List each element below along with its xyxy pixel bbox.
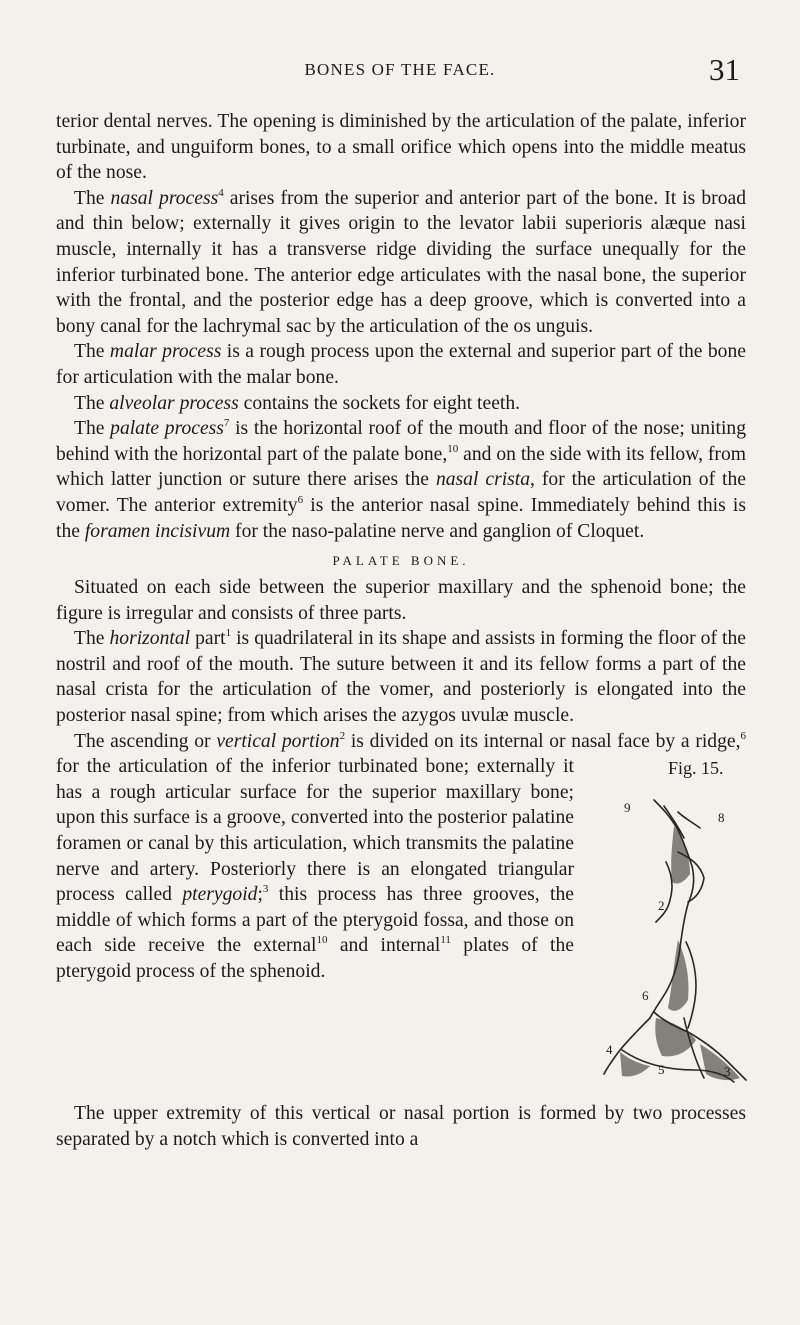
paragraph-upper-extremity: The upper extremity of this vertical or nasal portion is formed by two processes separated by a notch which is converted into a — [56, 1103, 746, 1150]
term-horizontal: horizontal — [109, 628, 191, 650]
paragraph-palate-process — [56, 416, 746, 544]
text-run: is a rough process upon the external and superior part of the bone for articulation with the malar bone. — [56, 341, 746, 388]
term-alveolar-process: alveolar process — [109, 392, 239, 414]
text-run: The ascending or — [74, 730, 217, 752]
ref-marker: 2 — [339, 729, 346, 742]
page-number: 31 — [709, 52, 740, 87]
term-malar-process: malar process — [109, 341, 222, 363]
figure-label-3: 3 — [724, 1064, 731, 1080]
text-run: for the naso-palatine nerve and ganglion of Cloquet. — [230, 520, 645, 542]
text-run: plates of the pterygoid process of the sphenoid. — [56, 935, 574, 982]
ref-marker: 10 — [447, 442, 459, 455]
text-run: contains the sockets for eight teeth. — [238, 392, 521, 414]
running-title: BONES OF THE FACE. — [304, 60, 496, 79]
text-run: arises from the superior and anterior part of the bone. It is broad and thin below; externally it gives origin to the levator labii superioris alæque nasi muscle, internally it has a transverse ridge dividing the surface unequally for the inferior turbinated bone. The anterior edge articulates with the nasal bone, the superior with the frontal, and the posterior edge has a deep groove, which is converted into a bony canal for the lachrymal sac by the articulation of the os unguis. — [56, 187, 746, 337]
paragraph-horizontal-part — [56, 626, 746, 728]
text-run: this process has three grooves, the middle of which forms a part of the pterygoid fossa, and those on each side receive the external — [56, 884, 574, 957]
text-run: is the anterior nasal spine. Immediately behind this is the — [56, 494, 746, 542]
term-nasal-process: nasal process — [110, 187, 219, 209]
ref-marker: 1 — [225, 627, 232, 640]
text-run: part — [190, 628, 226, 650]
term-nasal-crista: nasal crista — [435, 469, 531, 491]
text-run: ; — [257, 884, 263, 906]
text-run: The — [74, 628, 110, 650]
ref-marker: 10 — [316, 934, 328, 947]
figure-label-9: 9 — [624, 800, 631, 816]
text-run: The — [74, 187, 111, 209]
ref-marker: 6 — [740, 729, 746, 742]
figure-caption: Fig. 15. — [668, 758, 724, 779]
text-run: is the horizontal roof of the mouth and floor of the nose; uniting behind with the horizontal part of the palate bone, — [56, 418, 746, 465]
figure-label-6: 6 — [642, 988, 649, 1004]
paragraph-nasal-process — [56, 186, 746, 340]
section-heading: PALATE BONE. — [332, 553, 470, 569]
text-run: The — [74, 418, 111, 440]
term-foramen-incisivum: foramen incisivum — [84, 520, 231, 542]
text-run: and on the side with its fellow, from which latter junction or suture there arises the — [56, 443, 746, 491]
ref-marker: 6 — [297, 493, 304, 506]
paragraph-vertical-portion — [56, 729, 746, 1080]
text-run: , for the articulation of the vomer. The anterior extremity — [56, 469, 746, 516]
ref-marker: 4 — [218, 186, 224, 199]
figure-label-8: 8 — [718, 810, 725, 826]
paragraph-continued: terior dental nerves. The opening is diminished by the articulation of the palate, inferior turbinate, and unguiform bones, to a small orifice which opens into the middle meatus of the nose. — [56, 111, 746, 184]
paragraph-palate-intro: Situated on each side between the superior maxillary and the sphenoid bone; the figure is irregular and consists of three parts. — [56, 577, 746, 624]
figure-15 — [592, 756, 752, 1101]
term-palate-process: palate process — [110, 418, 224, 440]
figure-label-2: 2 — [658, 898, 665, 914]
ref-marker: 11 — [440, 934, 451, 947]
running-head — [0, 52, 800, 92]
text-run: and internal — [327, 935, 441, 957]
ref-marker: 3 — [262, 883, 269, 896]
text-run: The — [74, 392, 110, 414]
paragraph-malar-process — [56, 339, 746, 390]
term-pterygoid: pterygoid — [182, 884, 258, 906]
figure-label-4: 4 — [606, 1042, 613, 1058]
text-run: for the articulation of the inferior turbinated bone; externally it has a rough articular surface for the superior maxillary bone; upon this surface is a groove, converted into the posterior palatine foramen or canal by this articulation, which transmits the palatine nerve and artery. Posteriorly there is an elongated triangular process called — [56, 756, 574, 906]
body-text — [56, 109, 746, 1152]
text-run: The — [74, 341, 110, 363]
term-vertical-portion: vertical portion — [216, 730, 340, 752]
text-run: is quadrilateral in its shape and assists in forming the floor of the nostril and roof of the mouth. The suture between it and its fellow forms a part of the nasal crista for the articulation of the vomer, and posteriorly is elongated into the posterior nasal spine; from which arises the azygos uvulæ muscle. — [56, 628, 746, 727]
palate-bone-illustration — [592, 782, 752, 1102]
paragraph-alveolar-process — [56, 391, 746, 417]
text-run: is divided on its internal or nasal face by a ridge, — [345, 730, 741, 752]
ref-marker: 7 — [223, 417, 230, 430]
figure-label-5: 5 — [658, 1062, 665, 1078]
